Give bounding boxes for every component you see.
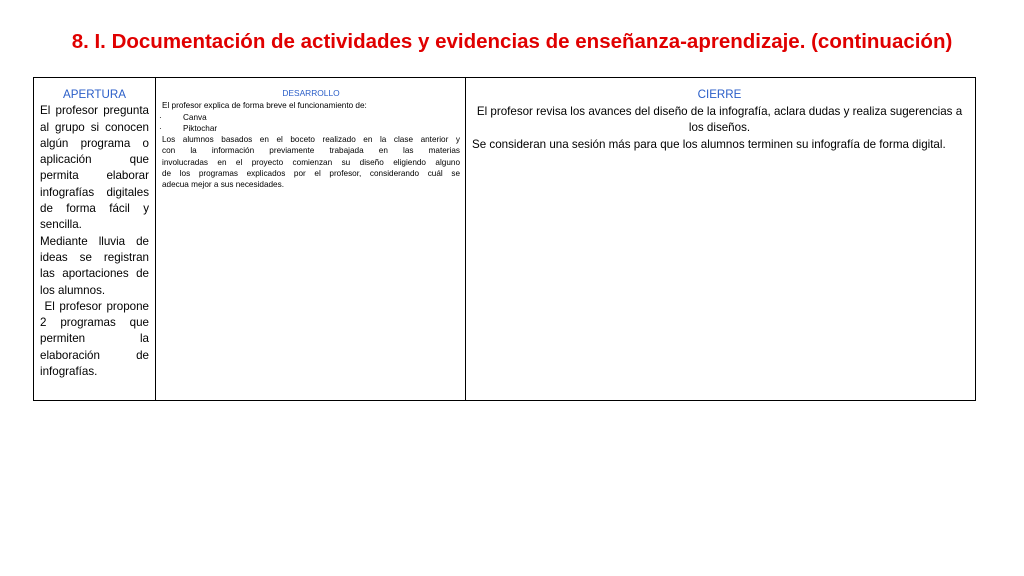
apertura-line: los alumnos. — [40, 283, 106, 297]
cierre-heading: CIERRE — [697, 88, 742, 101]
apertura-line: infografías. — [40, 365, 98, 379]
cierre-line: Se consideran una sesión más para que los alumnos terminen su infografía de forma digital. — [472, 137, 946, 151]
list-item — [159, 112, 460, 123]
apertura-line: Mediante lluvia de — [40, 234, 149, 248]
desarrollo-line: Los alumnos basados en el boceto realizado en la clase anterior y — [162, 135, 460, 145]
apertura-line: El profesor propone — [40, 299, 149, 313]
apertura-line: permita elaborar — [40, 169, 149, 183]
apertura-line: elaboración de — [40, 348, 149, 362]
apertura-line: permiten la — [40, 332, 149, 346]
desarrollo-heading: DESARROLLO — [282, 88, 340, 98]
cierre-line: los diseños. — [688, 121, 751, 134]
list-item — [159, 123, 460, 134]
apertura-line: El profesor pregunta — [40, 104, 149, 118]
apertura-column — [34, 78, 155, 400]
apertura-line: ideas se registran — [40, 250, 149, 264]
apertura-line: infografías digitales — [40, 185, 149, 199]
apertura-line: algún programa o — [40, 136, 149, 150]
apertura-line: las aportaciones de — [40, 267, 149, 281]
cierre-column — [465, 78, 975, 400]
desarrollo-intro: El profesor explica de forma breve el funcionamiento de: — [162, 101, 367, 111]
bullet-icon: · — [159, 112, 162, 122]
desarrollo-line: involucradas en el proyecto comienzan su diseño eligiendo alguno — [162, 157, 460, 167]
apertura-heading: APERTURA — [63, 88, 126, 101]
cierre-line: El profesor revisa los avances del diseño de la infografía, aclara dudas y realiza sugerencias a — [476, 104, 963, 118]
bullet-icon: · — [159, 123, 162, 133]
bullet-text: Canva — [183, 112, 207, 122]
page-title: 8. I. Documentación de actividades y evidencias de enseñanza-aprendizaje. (continuación) — [71, 30, 953, 53]
apertura-line: al grupo si conocen — [40, 120, 149, 134]
activities-table — [33, 77, 976, 401]
apertura-line: de forma fácil y — [40, 202, 149, 216]
desarrollo-line: adecua mejor a sus necesidades. — [162, 180, 284, 190]
bullet-text: Piktochar — [183, 123, 218, 133]
desarrollo-column — [155, 78, 465, 400]
desarrollo-line: con la información previamente trabajada en las materias — [162, 146, 460, 156]
apertura-line: aplicación que — [40, 153, 149, 167]
apertura-line: sencilla. — [40, 218, 82, 232]
desarrollo-line: de los programas explicados por el profesor, considerando cuál se — [162, 169, 460, 179]
apertura-line: 2 programas que — [40, 316, 149, 330]
